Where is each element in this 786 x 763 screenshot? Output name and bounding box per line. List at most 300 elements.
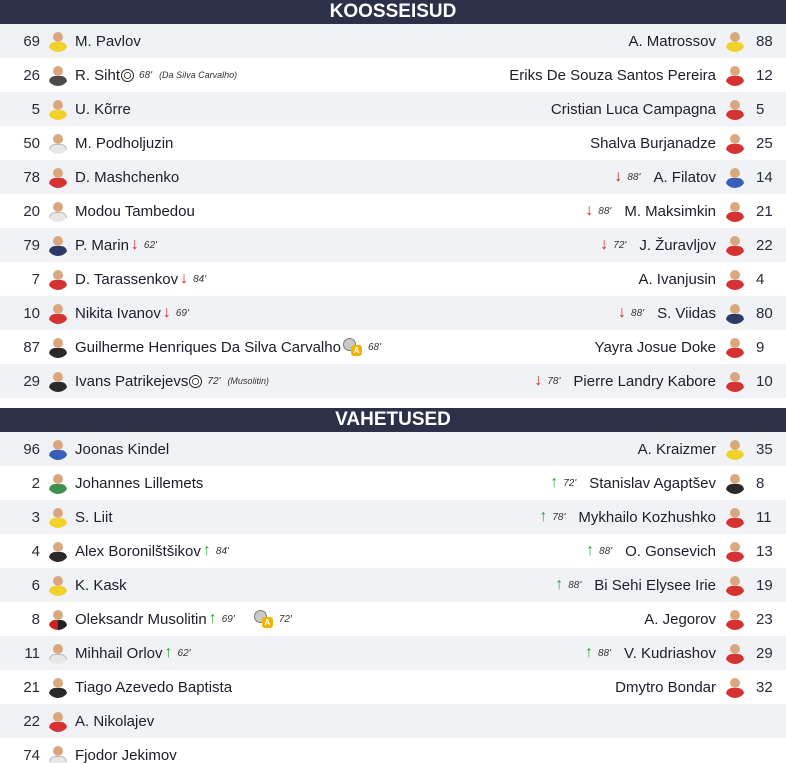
player-avatar[interactable]	[724, 268, 746, 290]
player-avatar[interactable]	[47, 30, 69, 52]
shirt-number: 19	[756, 576, 773, 594]
lineup-row	[0, 466, 786, 500]
player-name[interactable]: Mihhail Orlov	[75, 644, 163, 662]
avatar-shirt	[726, 586, 744, 596]
shirt-number: 11	[756, 508, 772, 526]
lineup-row	[0, 262, 786, 296]
assist-minute: 72'	[278, 613, 292, 625]
avatar-head	[53, 100, 63, 110]
lineup-row	[0, 704, 786, 738]
home-player	[0, 228, 160, 262]
home-player	[0, 58, 237, 92]
lineups-list	[0, 24, 786, 398]
arrow-up-icon: ↑	[584, 644, 593, 661]
avatar-head	[53, 576, 63, 586]
sub-in-minute: 88'	[599, 545, 613, 557]
section-gap	[0, 398, 786, 408]
sub-out-event	[598, 236, 629, 254]
sub-out-minute: 88'	[627, 171, 641, 183]
avatar-shirt	[49, 654, 67, 664]
shirt-number: 8	[756, 474, 765, 492]
avatar-head	[730, 270, 740, 280]
away-player	[553, 568, 786, 602]
avatar-shirt	[49, 586, 67, 596]
avatar-shirt	[726, 688, 744, 698]
arrow-up-icon: ↑	[208, 610, 217, 627]
avatar-head	[53, 338, 63, 348]
shirt-number: 74	[23, 746, 40, 763]
player-avatar[interactable]	[724, 642, 746, 664]
avatar-head	[53, 236, 63, 246]
player-name[interactable]: V. Kudriashov	[623, 644, 716, 662]
player-name[interactable]: S. Viidas	[657, 304, 716, 322]
avatar-shirt	[49, 382, 67, 392]
player-name[interactable]: Fjodor Jekimov	[75, 746, 177, 763]
player-name[interactable]: Modou Tambedou	[75, 202, 195, 220]
avatar-head	[730, 304, 740, 314]
player-avatar[interactable]	[724, 336, 746, 358]
player-name[interactable]: Eriks De Souza Santos Pereira	[509, 66, 716, 84]
away-player	[616, 296, 786, 330]
player-avatar[interactable]	[47, 540, 69, 562]
assist-event	[341, 338, 384, 356]
player-avatar[interactable]	[47, 744, 69, 763]
player-avatar[interactable]	[47, 166, 69, 188]
sub-out-minute: 84'	[193, 273, 207, 285]
home-player	[0, 738, 177, 763]
arrow-up-icon: ↑	[202, 542, 211, 559]
player-name[interactable]: U. Kõrre	[75, 100, 131, 118]
sub-out-event	[616, 304, 647, 322]
player-name[interactable]: A. Matrossov	[628, 32, 716, 50]
avatar-shirt	[726, 484, 744, 494]
avatar-shirt	[726, 76, 744, 86]
player-avatar[interactable]	[47, 64, 69, 86]
lineup-row	[0, 194, 786, 228]
player-avatar[interactable]	[47, 302, 69, 324]
avatar-shirt	[49, 246, 67, 256]
avatar-head	[730, 576, 740, 586]
player-avatar[interactable]	[47, 336, 69, 358]
avatar-shirt	[49, 620, 67, 630]
shirt-number: 23	[756, 610, 773, 628]
avatar-head	[730, 644, 740, 654]
goal-minute: 72'	[207, 375, 221, 387]
away-player	[584, 534, 786, 568]
player-avatar[interactable]	[724, 166, 746, 188]
away-player	[583, 636, 786, 670]
player-avatar[interactable]	[724, 608, 746, 630]
avatar-shirt	[49, 348, 67, 358]
player-avatar[interactable]	[724, 98, 746, 120]
sub-out-event	[129, 236, 160, 254]
sub-out-minute: 88'	[631, 307, 645, 319]
sub-out-event	[583, 202, 614, 220]
player-name[interactable]: D. Mashchenko	[75, 168, 180, 186]
shirt-number: 10	[23, 304, 40, 322]
shirt-number: 6	[31, 576, 40, 594]
away-player	[612, 160, 786, 194]
sub-in-event	[583, 644, 614, 662]
lineup-row	[0, 534, 786, 568]
arrow-up-icon: ↑	[539, 508, 548, 525]
shirt-number: 21	[756, 202, 773, 220]
avatar-shirt	[49, 76, 67, 86]
avatar-shirt	[49, 110, 67, 120]
avatar-head	[730, 678, 740, 688]
avatar-shirt	[49, 212, 67, 222]
player-name[interactable]: R. Siht	[75, 66, 121, 84]
player-name[interactable]: Pierre Landry Kabore	[573, 372, 716, 390]
shirt-number: 29	[23, 372, 40, 390]
player-avatar[interactable]	[47, 438, 69, 460]
sub-in-minute: 69'	[221, 613, 235, 625]
lineup-row	[0, 500, 786, 534]
player-avatar[interactable]	[47, 506, 69, 528]
lineup-row	[0, 58, 786, 92]
home-player	[0, 24, 141, 58]
avatar-shirt	[49, 688, 67, 698]
player-avatar[interactable]	[724, 438, 746, 460]
player-avatar[interactable]	[47, 98, 69, 120]
avatar-head	[53, 32, 63, 42]
avatar-head	[53, 610, 63, 620]
avatar-head	[730, 440, 740, 450]
shirt-number: 9	[756, 338, 765, 356]
player-avatar[interactable]	[724, 370, 746, 392]
avatar-shirt	[49, 518, 67, 528]
arrow-up-icon: ↑	[586, 542, 595, 559]
home-player	[0, 568, 127, 602]
arrow-down-icon: ↓	[180, 270, 189, 287]
avatar-shirt	[726, 246, 744, 256]
avatar-head	[53, 474, 63, 484]
shirt-number: 20	[23, 202, 40, 220]
home-player	[0, 126, 173, 160]
avatar-head	[53, 202, 63, 212]
player-avatar[interactable]	[47, 268, 69, 290]
sub-in-event	[584, 542, 615, 560]
player-avatar[interactable]	[47, 642, 69, 664]
player-avatar[interactable]	[47, 710, 69, 732]
avatar-head	[53, 644, 63, 654]
avatar-shirt	[726, 518, 744, 528]
shirt-number: 13	[756, 542, 773, 560]
player-avatar[interactable]	[724, 64, 746, 86]
assist-note: (Da Silva Carvalho)	[159, 70, 238, 80]
lineup-row	[0, 296, 786, 330]
player-name[interactable]: K. Kask	[75, 576, 127, 594]
shirt-number: 78	[23, 168, 40, 186]
sub-out-event	[161, 304, 192, 322]
player-name[interactable]: A. Kraizmer	[637, 440, 716, 458]
player-name[interactable]: Stanislav Agaptšev	[589, 474, 716, 492]
arrow-down-icon: ↓	[618, 304, 627, 321]
avatar-shirt	[726, 348, 744, 358]
shirt-number: 8	[31, 610, 40, 628]
shirt-number: 4	[31, 542, 40, 560]
home-player	[0, 296, 192, 330]
player-avatar[interactable]	[724, 540, 746, 562]
player-avatar[interactable]	[47, 608, 69, 630]
player-avatar[interactable]	[724, 200, 746, 222]
player-name[interactable]: Bi Sehi Elysee Irie	[594, 576, 716, 594]
assist-icon	[254, 610, 272, 628]
away-player	[644, 602, 786, 636]
assist-badge: A	[262, 617, 273, 628]
away-player	[598, 228, 786, 262]
avatar-head	[730, 508, 740, 518]
away-player	[595, 330, 786, 364]
player-name[interactable]: D. Tarassenkov	[75, 270, 179, 288]
away-player	[548, 466, 786, 500]
home-player	[0, 704, 154, 738]
player-name[interactable]: Shalva Burjanadze	[590, 134, 716, 152]
avatar-head	[730, 32, 740, 42]
avatar-head	[730, 610, 740, 620]
player-avatar[interactable]	[47, 132, 69, 154]
away-player	[638, 432, 786, 466]
home-player	[0, 670, 232, 704]
avatar-head	[53, 542, 63, 552]
home-player	[0, 602, 295, 636]
assist-badge: A	[351, 345, 362, 356]
shirt-number: 11	[24, 644, 40, 662]
player-name[interactable]: Nikita Ivanov	[75, 304, 161, 322]
sub-in-minute: 88'	[597, 647, 611, 659]
player-avatar[interactable]	[47, 472, 69, 494]
player-avatar[interactable]	[724, 30, 746, 52]
away-player	[583, 194, 786, 228]
shirt-number: 12	[756, 66, 773, 84]
avatar-head	[730, 338, 740, 348]
player-avatar[interactable]	[47, 234, 69, 256]
assist-icon	[343, 338, 361, 356]
home-player	[0, 636, 194, 670]
player-name[interactable]: A. Ivanjusin	[638, 270, 716, 288]
lineup-row	[0, 24, 786, 58]
player-name[interactable]: J. Žuravljov	[639, 236, 716, 254]
avatar-head	[53, 66, 63, 76]
football-icon	[189, 375, 202, 388]
sub-out-minute: 62'	[143, 239, 157, 251]
avatar-shirt	[726, 42, 744, 52]
goal-event	[120, 69, 237, 82]
player-avatar[interactable]	[724, 472, 746, 494]
away-player	[532, 364, 786, 398]
avatar-shirt	[49, 450, 67, 460]
player-name[interactable]: Ivans Patrikejevs	[75, 372, 189, 390]
assist-note: (Musolitin)	[227, 376, 269, 386]
player-avatar[interactable]	[47, 574, 69, 596]
sub-out-minute: 72'	[613, 239, 627, 251]
lineup-row	[0, 432, 786, 466]
shirt-number: 3	[31, 508, 40, 526]
shirt-number: 69	[23, 32, 40, 50]
avatar-head	[730, 202, 740, 212]
avatar-shirt	[726, 314, 744, 324]
arrow-down-icon: ↓	[614, 168, 623, 185]
sub-out-event	[532, 372, 563, 390]
avatar-shirt	[726, 450, 744, 460]
shirt-number: 32	[756, 678, 773, 696]
player-avatar[interactable]	[47, 676, 69, 698]
player-name[interactable]: M. Pavlov	[75, 32, 141, 50]
arrow-up-icon: ↑	[550, 474, 559, 491]
avatar-shirt	[49, 552, 67, 562]
player-avatar[interactable]	[724, 234, 746, 256]
player-avatar[interactable]	[724, 574, 746, 596]
home-player	[0, 160, 179, 194]
goal-minute: 68'	[139, 69, 153, 81]
sub-in-minute: 88'	[568, 579, 582, 591]
shirt-number: 14	[756, 168, 773, 186]
avatar-shirt	[726, 280, 744, 290]
lineup-row	[0, 602, 786, 636]
shirt-number: 88	[756, 32, 773, 50]
player-name[interactable]: A. Filatov	[653, 168, 716, 186]
home-player	[0, 466, 203, 500]
avatar-head	[53, 270, 63, 280]
away-player	[590, 126, 786, 160]
avatar-head	[730, 100, 740, 110]
player-avatar[interactable]	[47, 200, 69, 222]
arrow-down-icon: ↓	[162, 304, 171, 321]
player-name[interactable]: P. Marin	[75, 236, 129, 254]
player-name[interactable]: Yayra Josue Doke	[594, 338, 716, 356]
sub-in-event	[163, 644, 194, 662]
avatar-shirt	[726, 382, 744, 392]
assist-minute: 68'	[367, 341, 381, 353]
avatar-head	[53, 678, 63, 688]
home-player	[0, 500, 113, 534]
lineup-row	[0, 330, 786, 364]
player-name[interactable]: Joonas Kindel	[75, 440, 170, 458]
avatar-head	[730, 474, 740, 484]
player-name[interactable]: Mykhailo Kozhushko	[578, 508, 716, 526]
player-name[interactable]: Oleksandr Musolitin	[75, 610, 207, 628]
assist-event	[252, 610, 295, 628]
avatar-head	[730, 168, 740, 178]
arrow-down-icon: ↓	[534, 372, 543, 389]
away-player	[551, 92, 786, 126]
sub-out-minute: 88'	[598, 205, 612, 217]
shirt-number: 7	[31, 270, 40, 288]
player-name[interactable]: Johannes Lillemets	[75, 474, 204, 492]
sub-in-event	[207, 610, 238, 628]
lineup-row	[0, 228, 786, 262]
player-name[interactable]: S. Liit	[75, 508, 113, 526]
avatar-head	[53, 712, 63, 722]
home-player	[0, 194, 195, 228]
avatar-head	[730, 66, 740, 76]
away-player	[615, 670, 786, 704]
sub-in-event	[537, 508, 568, 526]
shirt-number: 25	[756, 134, 773, 152]
player-name[interactable]: Alex Boronilštšikov	[75, 542, 201, 560]
lineups-header: KOOSSEISUD	[0, 0, 786, 24]
avatar-shirt	[49, 280, 67, 290]
avatar-head	[53, 746, 63, 756]
avatar-head	[53, 168, 63, 178]
avatar-head	[730, 542, 740, 552]
avatar-shirt	[49, 178, 67, 188]
sub-in-event	[548, 474, 579, 492]
shirt-number: 26	[23, 66, 40, 84]
arrow-up-icon: ↑	[555, 576, 564, 593]
arrow-down-icon: ↓	[600, 236, 609, 253]
shirt-number: 5	[756, 100, 765, 118]
lineup-row	[0, 636, 786, 670]
home-player	[0, 330, 384, 364]
player-name[interactable]: O. Gonsevich	[625, 542, 716, 560]
away-player	[638, 262, 786, 296]
arrow-down-icon: ↓	[130, 236, 139, 253]
sub-in-event	[201, 542, 232, 560]
home-player	[0, 92, 131, 126]
shirt-number: 22	[756, 236, 773, 254]
away-player	[537, 500, 786, 534]
substitutes-section	[0, 408, 786, 763]
player-name[interactable]: M. Podholjuzin	[75, 134, 174, 152]
shirt-number: 22	[23, 712, 40, 730]
player-avatar[interactable]	[724, 676, 746, 698]
avatar-shirt	[726, 144, 744, 154]
lineup-row	[0, 670, 786, 704]
shirt-number: 35	[756, 440, 773, 458]
shirt-number: 96	[23, 440, 40, 458]
avatar-head	[53, 372, 63, 382]
sub-in-minute: 84'	[215, 545, 229, 557]
shirt-number: 4	[756, 270, 765, 288]
player-name[interactable]: A. Jegorov	[644, 610, 716, 628]
shirt-number: 87	[23, 338, 40, 356]
avatar-head	[53, 508, 63, 518]
sub-in-minute: 78'	[552, 511, 566, 523]
avatar-shirt	[726, 110, 744, 120]
player-name[interactable]: Dmytro Bondar	[615, 678, 716, 696]
player-avatar[interactable]	[724, 302, 746, 324]
avatar-shirt	[726, 212, 744, 222]
player-avatar[interactable]	[47, 370, 69, 392]
player-avatar[interactable]	[724, 506, 746, 528]
avatar-shirt	[49, 484, 67, 494]
player-name[interactable]: M. Maksimkin	[624, 202, 716, 220]
lineup-row	[0, 568, 786, 602]
player-name[interactable]: Tiago Azevedo Baptista	[75, 678, 233, 696]
shirt-number: 10	[756, 372, 773, 390]
substitutes-list	[0, 432, 786, 763]
sub-out-event	[612, 168, 643, 186]
avatar-shirt	[49, 722, 67, 732]
avatar-head	[53, 134, 63, 144]
shirt-number: 79	[23, 236, 40, 254]
avatar-shirt	[726, 552, 744, 562]
player-avatar[interactable]	[724, 132, 746, 154]
lineup-row	[0, 738, 786, 763]
avatar-head	[730, 372, 740, 382]
home-player	[0, 534, 232, 568]
player-name[interactable]: Cristian Luca Campagna	[550, 100, 716, 118]
shirt-number: 80	[756, 304, 773, 322]
arrow-down-icon: ↓	[585, 202, 594, 219]
shirt-number: 21	[23, 678, 40, 696]
player-name[interactable]: A. Nikolajev	[75, 712, 155, 730]
football-icon	[121, 69, 134, 82]
player-name[interactable]: Guilherme Henriques Da Silva Carvalho	[75, 338, 341, 356]
sub-out-minute: 69'	[175, 307, 189, 319]
substitutes-header: VAHETUSED	[0, 408, 786, 432]
